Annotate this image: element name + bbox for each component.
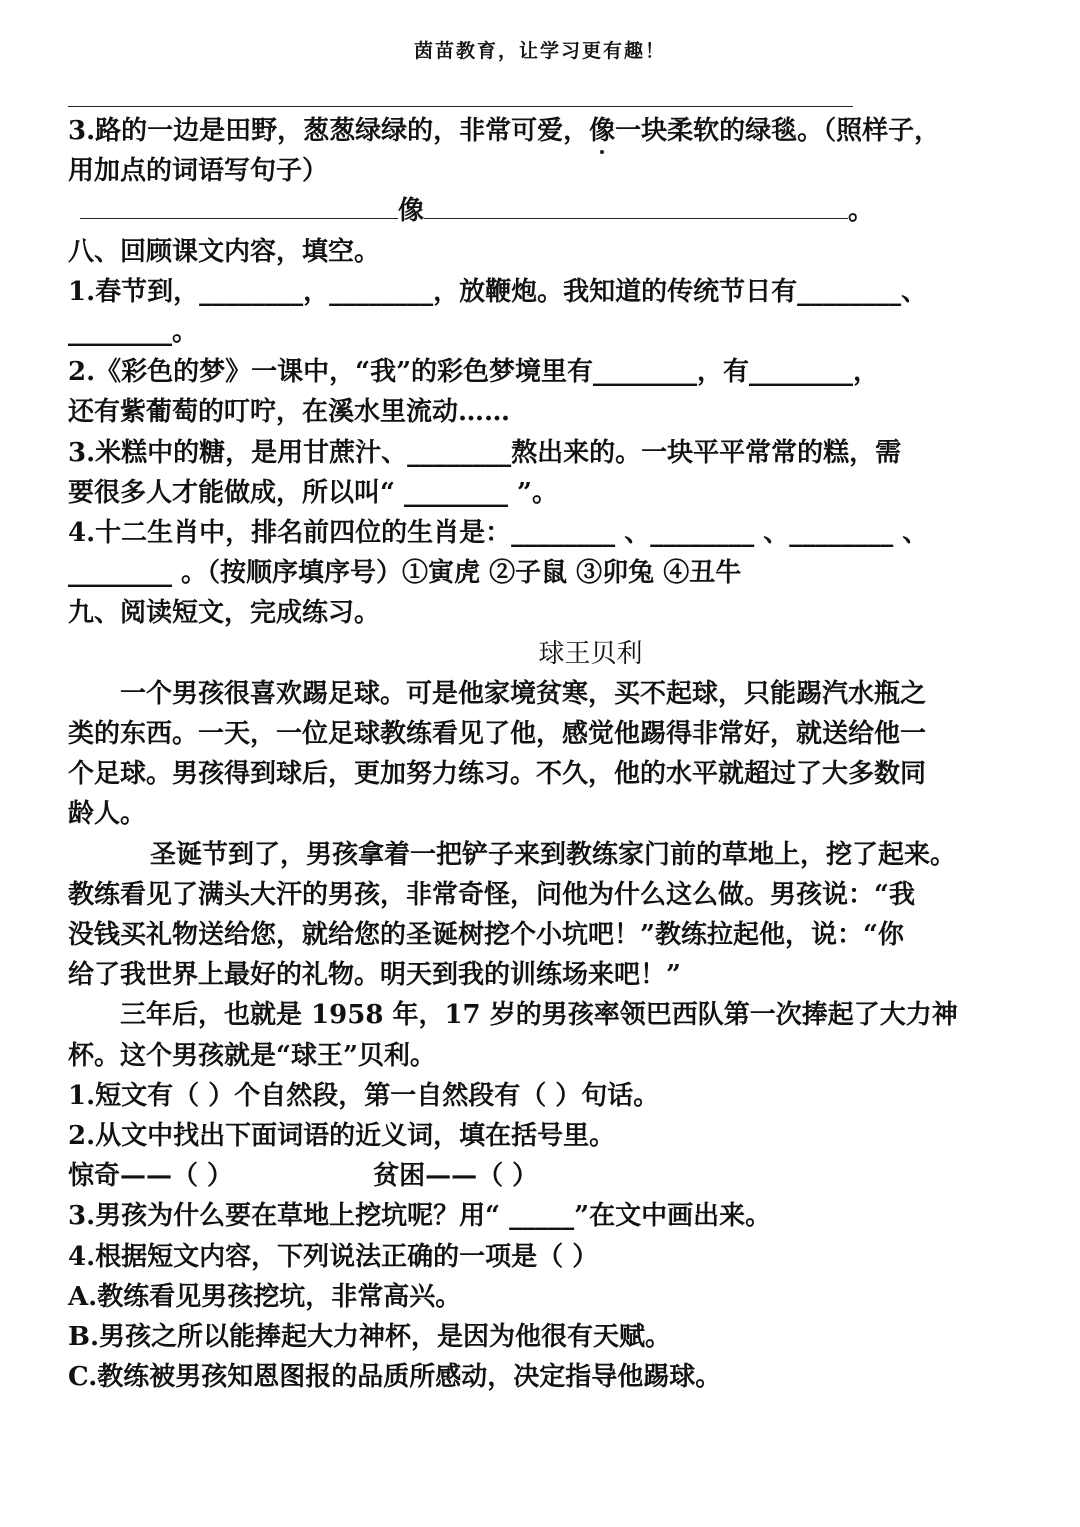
q7-3-text-a: 3.路的一边是田野，葱葱绿绿的，非常可爱， bbox=[68, 116, 590, 146]
option-c[interactable]: C.教练被男孩知恩图报的品质所感动，决定指导他踢球。 bbox=[68, 1362, 722, 1393]
s8-q1-line1: 1.春节到，________，________，放鞭炮。我知道的传统节日有________、 bbox=[68, 276, 928, 307]
s9-q2-item-a: 惊奇——（ ） bbox=[68, 1161, 234, 1192]
answer-blank-1[interactable] bbox=[80, 194, 398, 219]
answer-middle: 像 bbox=[398, 196, 425, 227]
s8-q3-line1: 3.米糕中的糖，是用甘蔗汁、________熬出来的。一块平平常常的糕，需 bbox=[68, 437, 902, 468]
passage-p2-l3: 没钱买礼物送给您，就给您的圣诞树挖个小坑吧！”教练拉起他，说：“你 bbox=[68, 920, 904, 951]
dotted-char: 像 bbox=[589, 116, 616, 146]
page-header: 茵苗教育，让学习更有趣！ bbox=[413, 40, 666, 62]
s9-q3: 3.男孩为什么要在草地上挖坑呢？用“ _____”在文中画出来。 bbox=[68, 1201, 772, 1232]
answer-line-top bbox=[68, 106, 853, 107]
s9-q2-answers bbox=[68, 1156, 1023, 1196]
q7-3-line2: 用加点的词语写句子） bbox=[68, 156, 329, 187]
s8-q3-line2: 要很多人才能做成，所以叫“ ________ ”。 bbox=[68, 477, 559, 508]
passage-p1-l3: 个足球。男孩得到球后，更加努力练习。不久，他的水平就超过了大多数同 bbox=[68, 759, 927, 790]
answer-blank-2[interactable] bbox=[424, 194, 848, 219]
q7-3-text-b: 一块柔软的绿毯。（照样子， bbox=[615, 116, 941, 146]
passage-p1-l1: 一个男孩很喜欢踢足球。可是他家境贫寒，买不起球，只能踢汽水瓶之 bbox=[120, 678, 927, 709]
passage-p1-l2: 类的东西。一天，一位足球教练看见了他，感觉他踢得非常好，就送给他一 bbox=[68, 719, 927, 750]
section8-heading: 八、回顾课文内容，填空。 bbox=[68, 236, 381, 267]
passage-p2-l4: 给了我世界上最好的礼物。明天到我的训练场来吧！” bbox=[68, 960, 681, 991]
s9-q4: 4.根据短文内容，下列说法正确的一项是（ ） bbox=[68, 1241, 599, 1272]
option-a[interactable]: A.教练看见男孩挖坑，非常高兴。 bbox=[68, 1281, 462, 1312]
option-b[interactable]: B.男孩之所以能捧起大力神杯，是因为他很有天赋。 bbox=[68, 1322, 672, 1353]
s8-q2-line2: 还有紫葡萄的叮咛，在溪水里流动…… bbox=[68, 397, 511, 428]
q7-3-answer-row bbox=[68, 191, 1023, 231]
worksheet-content bbox=[68, 111, 1023, 1398]
s9-q1: 1.短文有（ ）个自然段，第一自然段有（ ）句话。 bbox=[68, 1080, 660, 1111]
s8-q2-line1: 2.《彩色的梦》一课中，“我”的彩色梦境里有________，有________， bbox=[68, 357, 880, 388]
passage-p3-l2: 杯。这个男孩就是“球王”贝利。 bbox=[68, 1040, 436, 1071]
passage-p2-l1: 圣诞节到了，男孩拿着一把铲子来到教练家门前的草地上，挖了起来。 bbox=[150, 839, 957, 870]
s9-q2-item-b: 贫困——（ ） bbox=[373, 1161, 539, 1192]
s9-q2: 2.从文中找出下面词语的近义词，填在括号里。 bbox=[68, 1121, 616, 1152]
q7-3-line1 bbox=[68, 111, 1023, 151]
passage-p2-l2: 教练看见了满头大汗的男孩，非常奇怪，问他为什么这么做。男孩说：“我 bbox=[68, 879, 915, 910]
answer-end: 。 bbox=[848, 196, 875, 227]
s8-q4-line1: 4.十二生肖中，排名前四位的生肖是：________ 、________ 、________ 、 bbox=[68, 518, 929, 549]
s8-q1-line2: ________。 bbox=[68, 317, 199, 348]
section9-heading: 九、阅读短文，完成练习。 bbox=[68, 598, 381, 629]
passage-title: 球王贝利 bbox=[538, 638, 643, 669]
passage-p1-l4: 龄人。 bbox=[68, 799, 147, 830]
passage-p3-l1: 三年后，也就是 1958 年，17 岁的男孩率领巴西队第一次捧起了大力神 bbox=[120, 1000, 958, 1031]
s8-q4-line2: ________ 。（按顺序填序号）①寅虎 ②子鼠 ③卯兔 ④丑牛 bbox=[68, 558, 742, 589]
